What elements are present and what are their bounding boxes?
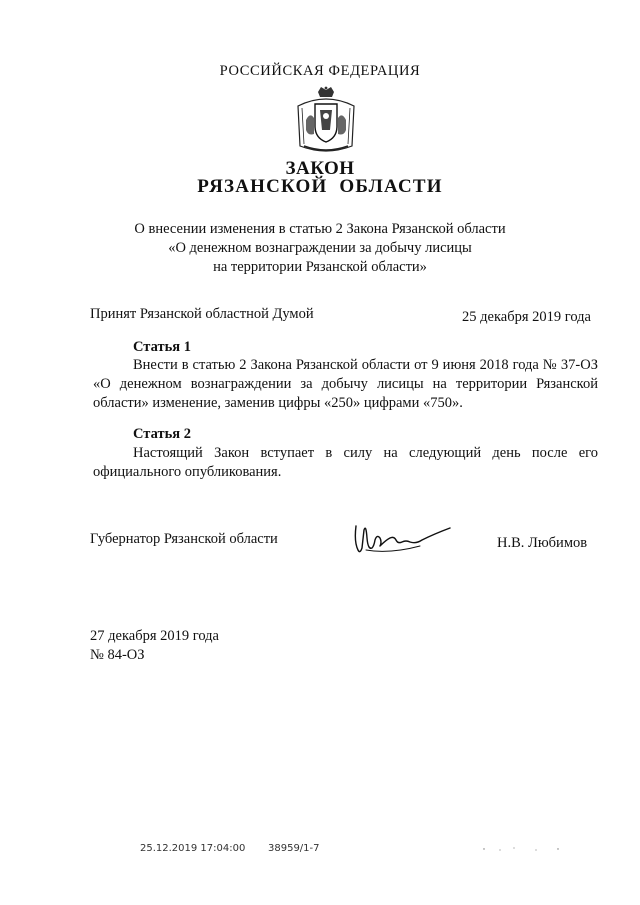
- scan-specks: [480, 843, 570, 855]
- handwritten-signature-icon: [350, 520, 460, 558]
- footer-doc-number: 38959/1-7: [268, 843, 320, 854]
- law-number: № 84-ОЗ: [90, 647, 145, 663]
- country-name: РОССИЙСКАЯ ФЕДЕРАЦИЯ: [219, 63, 421, 79]
- footer-timestamp: 25.12.2019 17:04:00: [140, 843, 246, 854]
- governor-name: Н.В. Любимов: [497, 535, 588, 551]
- article-2-heading: Статья 2: [133, 426, 191, 442]
- signing-date: 27 декабря 2019 года: [90, 628, 219, 644]
- law-title: ЗАКОН: [285, 158, 355, 179]
- law-subtitle: [0, 220, 640, 277]
- adoption-text: Принят Рязанской областной Думой: [90, 306, 314, 322]
- region-title: РЯЗАНСКОЙ ОБЛАСТИ: [197, 176, 443, 197]
- coat-of-arms-icon: [290, 86, 362, 158]
- subtitle-line: «О денежном вознаграждении за добычу лисицы: [168, 240, 472, 256]
- subtitle-line: О внесении изменения в статью 2 Закона Рязанской области: [134, 221, 506, 237]
- adoption-date: 25 декабря 2019 года: [462, 309, 591, 325]
- subtitle-line: на территории Рязанской области»: [213, 259, 427, 275]
- article-1-heading: Статья 1: [133, 339, 191, 355]
- article-2-body: Настоящий Закон вступает в силу на следующий день после его официального опубликования.: [93, 445, 598, 480]
- article-1-body: Внести в статью 2 Закона Рязанской области от 9 июня 2018 года № 37-ОЗ «О денежном вознаграждении за добычу лисицы на территории Рязанской области» изменение, заменив цифры «250» цифрами «750».: [93, 357, 598, 411]
- governor-position: Губернатор Рязанской области: [90, 531, 278, 547]
- signing-info: [90, 627, 219, 665]
